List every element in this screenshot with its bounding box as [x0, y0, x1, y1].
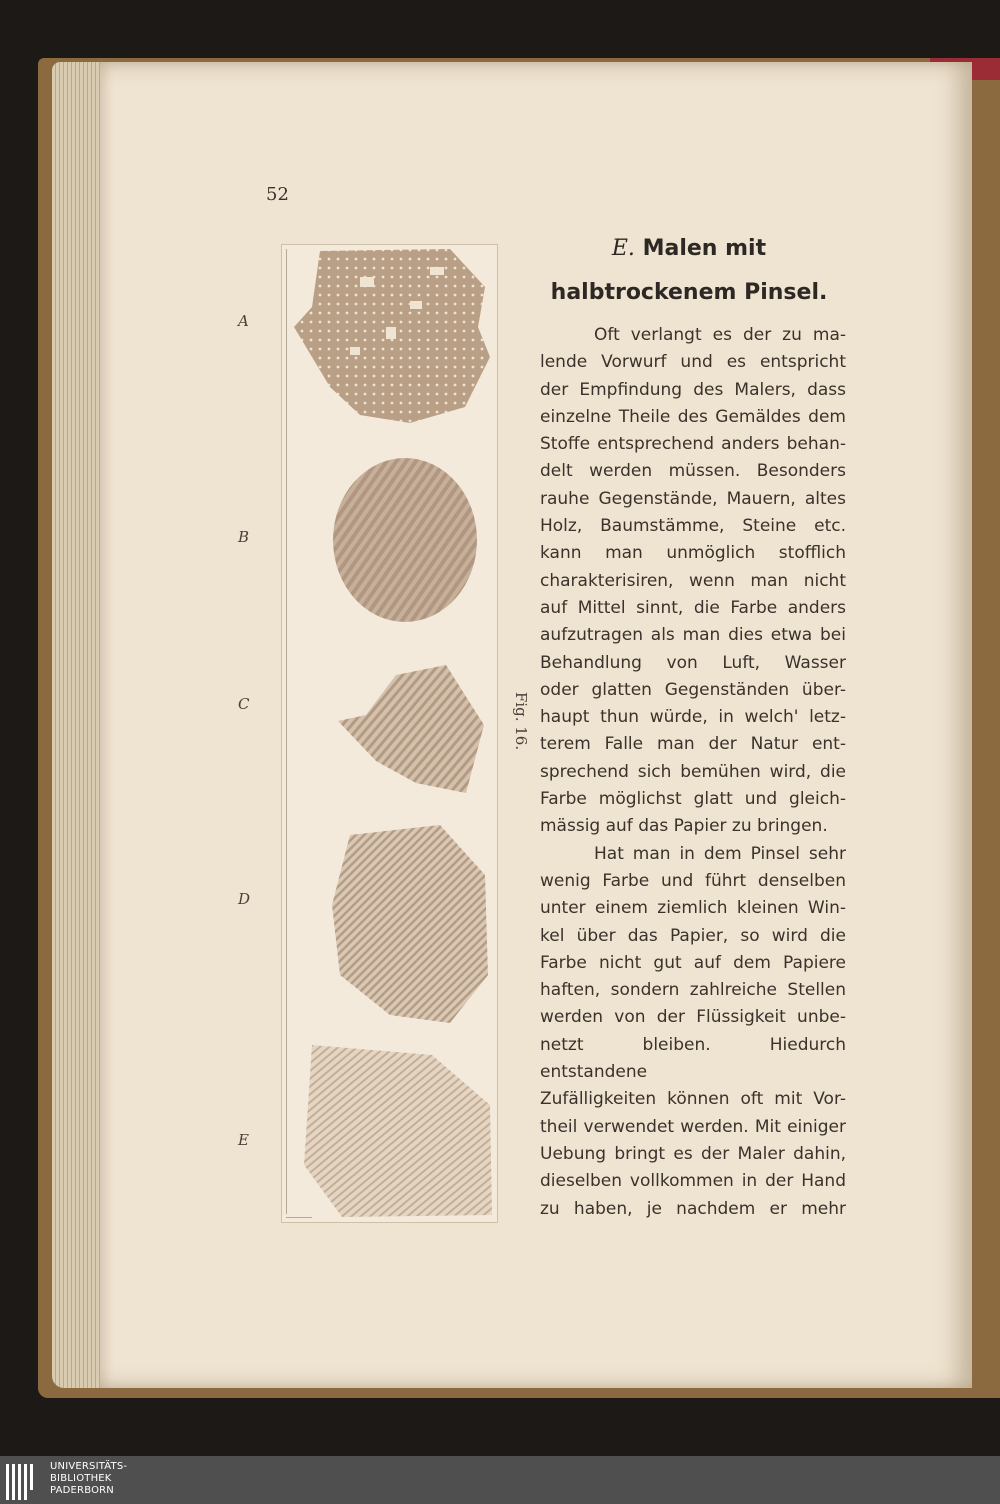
figure-caption: Fig. 16. — [512, 691, 531, 751]
figure-row-label-e: E — [238, 1131, 249, 1149]
text-line: charakterisiren, wenn man nicht — [540, 570, 846, 591]
text-line: lende Vorwurf und es entspricht — [540, 352, 846, 373]
page-number: 52 — [266, 184, 289, 205]
logo-line: UNIVERSITÄTS- — [50, 1461, 128, 1472]
text-line: unter einem ziemlich kleinen Win- — [540, 898, 846, 919]
plate-frame-line — [286, 1217, 312, 1218]
figure-row-label-b: B — [238, 528, 250, 546]
text-line: terem Falle man der Natur ent- — [540, 734, 846, 755]
text-line: zu haben, je nachdem er mehr — [540, 1198, 846, 1219]
text-line: dieselben vollkommen in der Hand — [540, 1171, 846, 1192]
brush-swatch-c — [336, 665, 486, 795]
text-line: Farbe möglichst glatt und gleich- — [540, 789, 846, 810]
text-line: werden von der Flüssigkeit unbe- — [540, 1007, 846, 1028]
figure-row-label-c: C — [238, 695, 250, 713]
library-logo-text — [50, 1461, 127, 1497]
plate-frame-line — [286, 249, 287, 1214]
text-line: mässig auf das Papier zu bringen. — [540, 816, 828, 837]
logo-line: BIBLIOTHEK — [50, 1473, 112, 1484]
text-line: sprechend sich bemühen wird, die — [540, 761, 846, 782]
figure-row-label-a: A — [238, 312, 249, 330]
text-line: haupt thun würde, in welch' letz- — [540, 707, 846, 728]
text-line: einzelne Theile des Gemäldes dem — [540, 406, 846, 427]
text-line: wenig Farbe und führt denselben — [540, 870, 846, 891]
section-letter: E. — [611, 236, 635, 261]
text-line: aufzutragen als man dies etwa bei — [540, 625, 846, 646]
brush-swatch-b — [330, 455, 480, 625]
section-title-text: Malen mit — [642, 236, 767, 261]
text-line: Stoffe entsprechend anders behan- — [540, 434, 846, 455]
text-line: haften, sondern zahlreiche Stellen — [540, 980, 846, 1001]
text-line: oder glatten Gegenständen über- — [540, 679, 846, 700]
figure-plate — [281, 244, 498, 1223]
text-line: Behandlung von Luft, Wasser — [540, 652, 846, 673]
text-line: netzt bleiben. Hiedurch entstandene — [540, 1034, 846, 1083]
section-title-line-1 — [530, 236, 848, 261]
library-footer-bar — [0, 1456, 1000, 1504]
figure-row-label-d: D — [238, 890, 251, 908]
text-line: theil verwendet werden. Mit einiger — [540, 1116, 846, 1137]
brush-swatch-e — [302, 1045, 492, 1217]
text-line: Farbe nicht gut auf dem Papiere — [540, 952, 846, 973]
logo-line: PADERBORN — [50, 1485, 114, 1496]
text-line: kann man unmöglich stofflich — [540, 543, 846, 564]
text-line: der Empfindung des Malers, dass — [540, 379, 846, 400]
brush-swatch-a — [290, 247, 490, 423]
text-line: Holz, Baumstämme, Steine etc. — [540, 516, 846, 537]
library-logo-icon — [6, 1464, 42, 1500]
text-line: Zufälligkeiten können oft mit Vor- — [540, 1089, 846, 1110]
brush-swatch-d — [330, 825, 490, 1025]
text-line: Hat man in dem Pinsel sehr — [594, 843, 846, 864]
text-line: auf Mittel sinnt, die Farbe anders — [540, 597, 846, 618]
text-line: kel über das Papier, so wird die — [540, 925, 846, 946]
text-line: rauhe Gegenstände, Mauern, altes — [540, 488, 846, 509]
text-line: Oft verlangt es der zu ma- — [594, 325, 846, 345]
body-text — [540, 322, 846, 1223]
text-line: delt werden müssen. Besonders — [540, 461, 846, 482]
section-title-line-2: halbtrockenem Pinsel. — [550, 280, 828, 305]
text-line: Uebung bringt es der Maler dahin, — [540, 1143, 846, 1164]
